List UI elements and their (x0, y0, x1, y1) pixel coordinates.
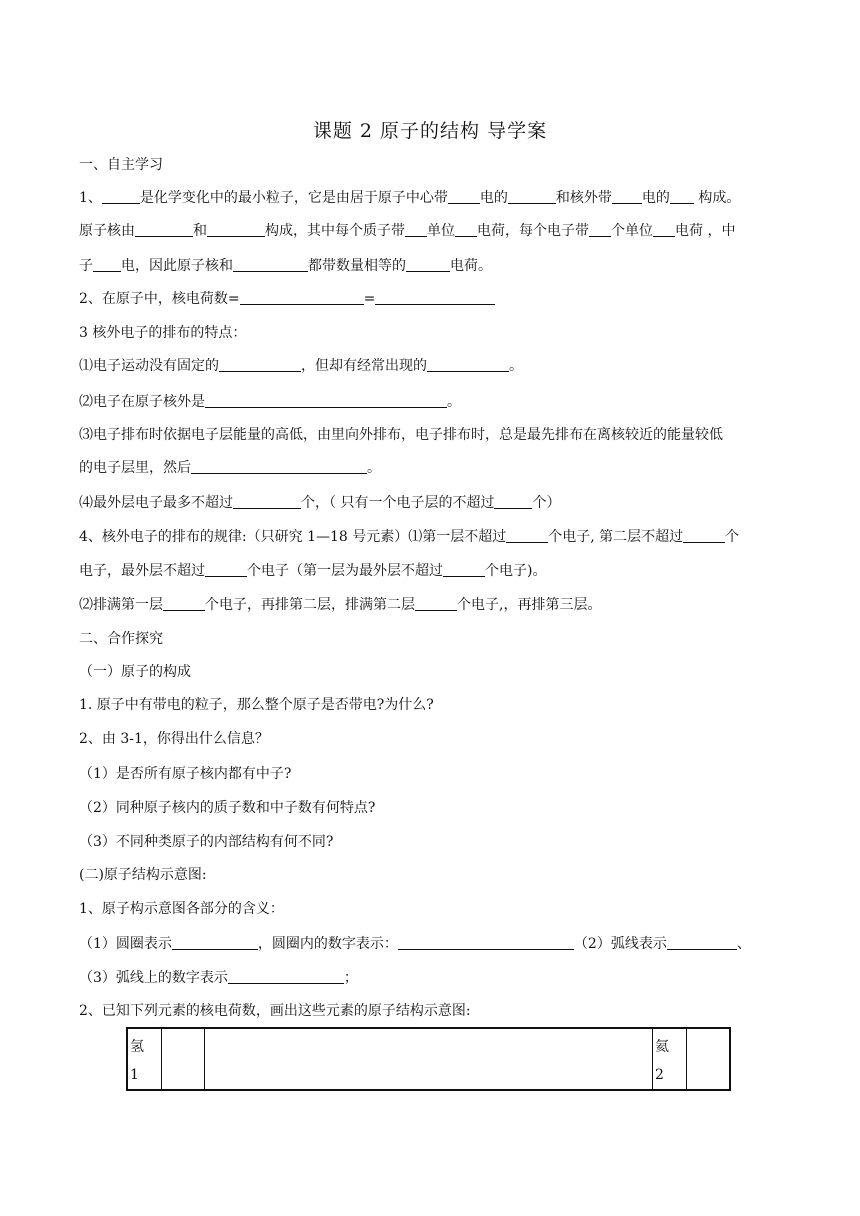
fill-blank[interactable] (494, 494, 532, 509)
text: 4、核外电子的排布的规律:（只研究 1—18 号元素）⑴第一层不超过 (79, 529, 507, 545)
text: 构成，其中每个质子带 (265, 223, 405, 239)
fill-blank[interactable] (102, 189, 140, 204)
fill-blank[interactable] (398, 935, 574, 950)
line-atom-definition (79, 188, 790, 208)
item-energy-order: ⑶电子排布时依据电子层能量的高低，由里向外排布，电子排布时，总是最先排布在离核较近的能量较低 (79, 427, 723, 443)
text: 个电子（第一层为最外层不超过 (247, 563, 443, 579)
fill-blank[interactable] (683, 528, 725, 543)
item-outer-layer-max (79, 493, 790, 513)
element-name: 氦 (655, 1039, 669, 1055)
text: ，但却有经常出现的 (301, 358, 427, 374)
diagram-meaning-items-cont (79, 968, 790, 988)
question-2-part-1: （1）是否所有原子核内都有中子? (79, 766, 292, 782)
fill-blank[interactable] (667, 935, 737, 950)
subsection-atom-composition: （一）原子的构成 (79, 664, 191, 680)
section-heading-self-study: 一、自主学习 (79, 157, 163, 173)
item-electron-motion (79, 356, 790, 376)
fill-blank[interactable] (443, 562, 485, 577)
text: （1）圆圈表示 (79, 936, 172, 952)
text: 电子，最外层不超过 (79, 563, 205, 579)
fill-blank[interactable] (415, 596, 457, 611)
fill-blank[interactable] (191, 459, 367, 474)
fill-blank[interactable] (240, 290, 364, 305)
diagram-meaning-heading: 1、原子构示意图各部分的含义： (79, 901, 284, 917)
fill-blank[interactable] (219, 357, 301, 372)
text: 、 (736, 936, 751, 952)
text: 的电子层里，然后 (79, 460, 191, 476)
text: 1、 (79, 190, 102, 206)
diagram-cell[interactable] (687, 1028, 731, 1090)
fill-blank[interactable] (589, 222, 611, 237)
text: 和核外带 (555, 190, 612, 206)
text: 个单位 (611, 223, 653, 239)
fill-blank[interactable] (233, 494, 301, 509)
page-title: 课题 2 原子的结构 导学案 (312, 120, 548, 142)
table-row (127, 1028, 730, 1090)
text: 都带数量相等的 (308, 258, 406, 274)
text: ； (343, 970, 358, 986)
fill-blank[interactable] (205, 562, 247, 577)
text: ⑷最外层电子最多不超过 (79, 495, 233, 511)
text: 个 (725, 529, 740, 545)
line-nuclear-charge (79, 289, 790, 309)
text: 。 (367, 460, 381, 476)
text: 2、在原子中，核电荷数= (79, 291, 240, 307)
fill-blank[interactable] (506, 528, 548, 543)
text: 个） (532, 495, 561, 511)
text: 个电子，再排第二层，排满第二层 (205, 597, 415, 613)
text: 个，（ 只有一个电子层的不超过 (301, 495, 495, 511)
question-2-part-2: （2）同种原子核内的质子数和中子数有何特点? (79, 800, 376, 816)
fill-blank[interactable] (670, 189, 694, 204)
diagram-meaning-items (79, 934, 790, 954)
text: 子 (79, 258, 93, 274)
text: ⑵排满第一层 (79, 597, 163, 613)
fill-blank[interactable] (172, 935, 258, 950)
fill-blank[interactable] (135, 222, 193, 237)
element-cell-helium (653, 1028, 687, 1090)
fill-blank[interactable] (612, 189, 642, 204)
line-charge-balance (79, 256, 790, 276)
element-cell-hydrogen (127, 1028, 162, 1090)
question-2: 2、由 3-1，你得出什么信息？ (79, 731, 269, 747)
line-fill-order (79, 595, 790, 615)
text: 电荷。 (450, 258, 492, 274)
fill-blank[interactable] (406, 257, 450, 272)
text: ⑴电子运动没有固定的 (79, 358, 219, 374)
diagram-cell[interactable] (162, 1028, 205, 1090)
text: 个电子,，再排第三层。 (457, 597, 602, 613)
fill-blank[interactable] (405, 222, 427, 237)
fill-blank[interactable] (508, 189, 556, 204)
text: 是化学变化中的最小粒子，它是由居于原子中心带 (139, 190, 448, 206)
text: ，圆圈内的数字表示： (257, 936, 398, 952)
text: 电荷 ，中 (675, 223, 736, 239)
text: （3）弧线上的数字表示 (79, 970, 228, 986)
text: （2）弧线表示 (573, 936, 667, 952)
element-number: 2 (655, 1067, 664, 1083)
fill-blank[interactable] (163, 596, 205, 611)
spacer-cell (205, 1028, 653, 1090)
fill-blank[interactable] (375, 290, 495, 305)
text: 原子核由 (79, 223, 135, 239)
text: 构成。 (693, 190, 741, 206)
text: 电荷，每个电子带 (477, 223, 589, 239)
question-2-part-3: （3）不同种类原子的内部结构有何不同? (79, 834, 334, 850)
fill-blank[interactable] (205, 393, 447, 408)
heading-electron-arrangement: 3 核外电子的排布的特点： (79, 325, 247, 341)
text: = (363, 291, 376, 307)
text: 。 (509, 358, 523, 374)
text: 。 (447, 394, 461, 410)
fill-blank[interactable] (207, 222, 265, 237)
fill-blank[interactable] (448, 189, 480, 204)
element-number: 1 (130, 1067, 139, 1083)
line-nucleus-composition (79, 221, 790, 241)
fill-blank[interactable] (427, 357, 509, 372)
item-energy-order-cont (79, 458, 790, 478)
question-1: 1. 原子中有带电的粒子，那么整个原子是否带电?为什么? (79, 697, 434, 713)
text: 个电子)。 (485, 563, 547, 579)
subsection-structure-diagram: (二)原子结构示意图: (79, 867, 207, 883)
section-heading-cooperative: 二、合作探究 (79, 631, 163, 647)
fill-blank[interactable] (653, 222, 675, 237)
text: 和 (193, 223, 207, 239)
line-arrangement-rules (79, 527, 790, 547)
item-electron-layers (79, 392, 790, 412)
diagram-task: 2、已知下列元素的核电荷数，画出这些元素的原子结构示意图: (79, 1003, 471, 1019)
fill-blank[interactable] (93, 257, 121, 272)
text: ⑵电子在原子核外是 (79, 394, 205, 410)
text: 电，因此原子核和 (121, 258, 233, 274)
element-diagram-table (126, 1027, 731, 1091)
text: 电的 (641, 190, 670, 206)
fill-blank[interactable] (455, 222, 477, 237)
text: 单位 (427, 223, 455, 239)
element-name: 氢 (130, 1039, 144, 1055)
text: 电的 (479, 190, 508, 206)
text: 个电子, 第二层不超过 (548, 529, 684, 545)
fill-blank[interactable] (233, 257, 308, 272)
fill-blank[interactable] (228, 969, 344, 984)
line-arrangement-rules-cont (79, 561, 790, 581)
